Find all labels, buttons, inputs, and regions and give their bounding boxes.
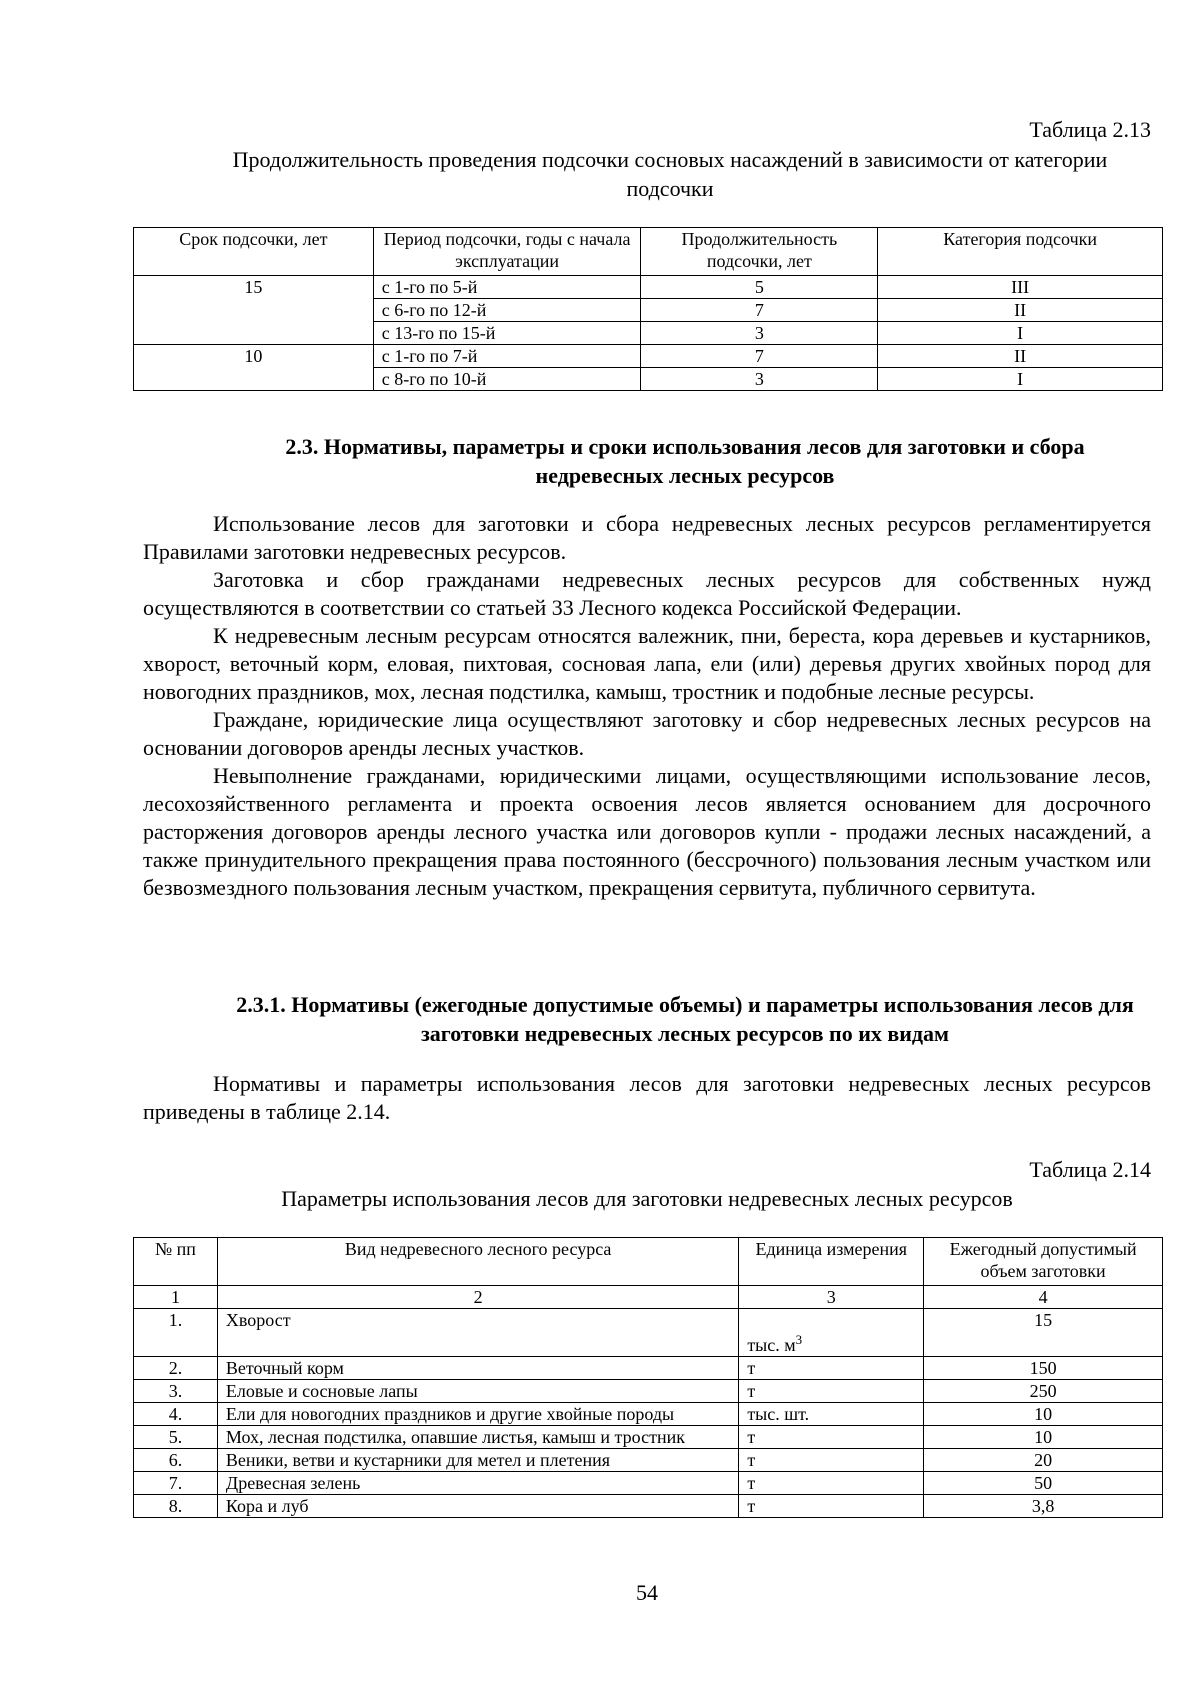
section-2-3-1-body <box>143 1070 1151 1126</box>
table-row <box>134 1380 1163 1403</box>
table-cell-unit: т <box>739 1380 924 1403</box>
table-cell-num: 3. <box>134 1380 218 1403</box>
table-cell-unit: т <box>739 1495 924 1518</box>
table-cell-term: 15 <box>134 276 374 345</box>
column-number-cell: 2 <box>217 1286 738 1309</box>
table-row <box>134 276 1163 299</box>
table-cell-num: 1. <box>134 1309 218 1357</box>
column-number-cell: 3 <box>739 1286 924 1309</box>
table-cell-duration: 7 <box>641 299 878 322</box>
table-cell-num: 5. <box>134 1426 218 1449</box>
table-cell-period: с 1-го по 5-й <box>373 276 641 299</box>
table-cell-num: 6. <box>134 1449 218 1472</box>
page-number: 54 <box>636 1580 658 1605</box>
table-cell-unit: т <box>739 1449 924 1472</box>
table-2-14-title: Параметры использования лесов для заготовки недревесных лесных ресурсов <box>281 1186 1013 1211</box>
paragraph: Граждане, юридические лица осуществляют заготовку и сбор недревесных лесных ресурсов на основании договоров аренды лесных участков. <box>143 707 1151 760</box>
table-header-cell: Категория подсочки <box>878 228 1163 276</box>
table-cell-unit: т <box>739 1357 924 1380</box>
table-header-cell: Вид недревесного лесного ресурса <box>217 1238 738 1286</box>
table-cell-category: III <box>878 276 1163 299</box>
table-cell-volume: 10 <box>924 1426 1163 1449</box>
table-2-13-caption: Таблица 2.13 <box>1029 117 1151 142</box>
table-2-13-title: Продолжительность проведения подсочки сосновых насаждений в зависимости от категории подсочки <box>232 147 1108 201</box>
table-cell-volume: 250 <box>924 1380 1163 1403</box>
table-header-cell: Период подсочки, годы с начала эксплуатации <box>373 228 641 276</box>
table-cell-unit: т <box>739 1426 924 1449</box>
table-cell-category: II <box>878 299 1163 322</box>
table-row <box>134 1472 1163 1495</box>
table-cell-unit: тыс. шт. <box>739 1403 924 1426</box>
table-2-14 <box>133 1237 1163 1518</box>
unit-superscript: 3 <box>795 1332 803 1347</box>
paragraph: Невыполнение гражданами, юридическими лицами, осуществляющими использование лесов, лесохозяйственного регламента и проекта освоения лесов является основанием для досрочного расторжения договоров аренды лесного участка или договоров купли - продажи лесных насаждений, а также принудительного прекращения права постоянного (бессрочного) пользования лесным участком или безвозмездного пользования лесным участком, прекращения сервитута, публичного сервитута. <box>143 763 1151 900</box>
table-cell-num: 4. <box>134 1403 218 1426</box>
table-header-cell: Единица измерения <box>739 1238 924 1286</box>
column-number-cell: 4 <box>924 1286 1163 1309</box>
table-cell-duration: 3 <box>641 322 878 345</box>
table-row <box>134 1495 1163 1518</box>
table-cell-period: с 1-го по 7-й <box>373 345 641 368</box>
table-cell-name: Веточный корм <box>217 1357 738 1380</box>
table-row <box>134 1357 1163 1380</box>
section-2-3-heading: 2.3. Нормативы, параметры и сроки использования лесов для заготовки и сбора недревесных лесных ресурсов <box>285 434 1085 488</box>
table-header-cell: Срок подсочки, лет <box>134 228 374 276</box>
table-cell-name: Кора и луб <box>217 1495 738 1518</box>
table-cell-term: 10 <box>134 345 374 391</box>
table-cell-duration: 5 <box>641 276 878 299</box>
table-cell-volume: 15 <box>924 1309 1163 1357</box>
table-row-column-numbers <box>134 1286 1163 1309</box>
table-header-cell: Продолжительность подсочки, лет <box>641 228 878 276</box>
table-cell-volume: 10 <box>924 1403 1163 1426</box>
paragraph: Использование лесов для заготовки и сбора недревесных лесных ресурсов регламентируется Правилами заготовки недревесных ресурсов. <box>143 511 1151 564</box>
column-number-cell: 1 <box>134 1286 218 1309</box>
table-cell-name: Веники, ветви и кустарники для метел и плетения <box>217 1449 738 1472</box>
table-cell-category: II <box>878 345 1163 368</box>
table-2-13 <box>133 227 1163 391</box>
table-cell-period: с 13-го по 15-й <box>373 322 641 345</box>
table-row <box>134 1403 1163 1426</box>
table-cell-name: Мох, лесная подстилка, опавшие листья, камыш и тростник <box>217 1426 738 1449</box>
table-header-cell: № пп <box>134 1238 218 1286</box>
table-cell-unit: т <box>739 1472 924 1495</box>
table-cell-name: Еловые и сосновые лапы <box>217 1380 738 1403</box>
table-cell-num: 8. <box>134 1495 218 1518</box>
table-cell-name: Древесная зелень <box>217 1472 738 1495</box>
table-header-cell: Ежегодный допустимый объем заготовки <box>924 1238 1163 1286</box>
table-cell-period: с 6-го по 12-й <box>373 299 641 322</box>
table-row <box>134 1449 1163 1472</box>
table-cell-volume: 150 <box>924 1357 1163 1380</box>
unit-text: тыс. м <box>747 1335 796 1355</box>
table-cell-duration: 7 <box>641 345 878 368</box>
table-row <box>134 345 1163 368</box>
table-cell-unit <box>739 1309 924 1357</box>
table-row <box>134 1309 1163 1357</box>
table-row <box>134 1426 1163 1449</box>
section-2-3-1-heading: 2.3.1. Нормативы (ежегодные допустимые объемы) и параметры использования лесов для заготовки недревесных лесных ресурсов по их видам <box>236 992 1134 1046</box>
table-2-14-caption: Таблица 2.14 <box>1029 1157 1151 1182</box>
table-cell-period: с 8-го по 10-й <box>373 368 641 391</box>
table-cell-category: I <box>878 322 1163 345</box>
paragraph: Заготовка и сбор гражданами недревесных лесных ресурсов для собственных нужд осуществляются в соответствии со статьей 33 Лесного кодекса Российской Федерации. <box>143 567 1151 620</box>
table-cell-volume: 20 <box>924 1449 1163 1472</box>
table-cell-name: Хворост <box>217 1309 738 1357</box>
table-cell-category: I <box>878 368 1163 391</box>
table-cell-num: 7. <box>134 1472 218 1495</box>
table-cell-num: 2. <box>134 1357 218 1380</box>
paragraph: К недревесным лесным ресурсам относятся валежник, пни, береста, кора деревьев и кустарников, хворост, веточный корм, еловая, пихтовая, сосновая лапа, ели (или) деревья других хвойных пород для новогодних праздников, мох, лесная подстилка, камыш, тростник и подобные лесные ресурсы. <box>143 623 1151 704</box>
paragraph: Нормативы и параметры использования лесов для заготовки недревесных лесных ресурсов приведены в таблице 2.14. <box>143 1071 1151 1124</box>
table-cell-name: Ели для новогодних праздников и другие хвойные породы <box>217 1403 738 1426</box>
section-2-3-body <box>143 510 1151 902</box>
table-cell-duration: 3 <box>641 368 878 391</box>
table-cell-volume: 3,8 <box>924 1495 1163 1518</box>
table-cell-volume: 50 <box>924 1472 1163 1495</box>
